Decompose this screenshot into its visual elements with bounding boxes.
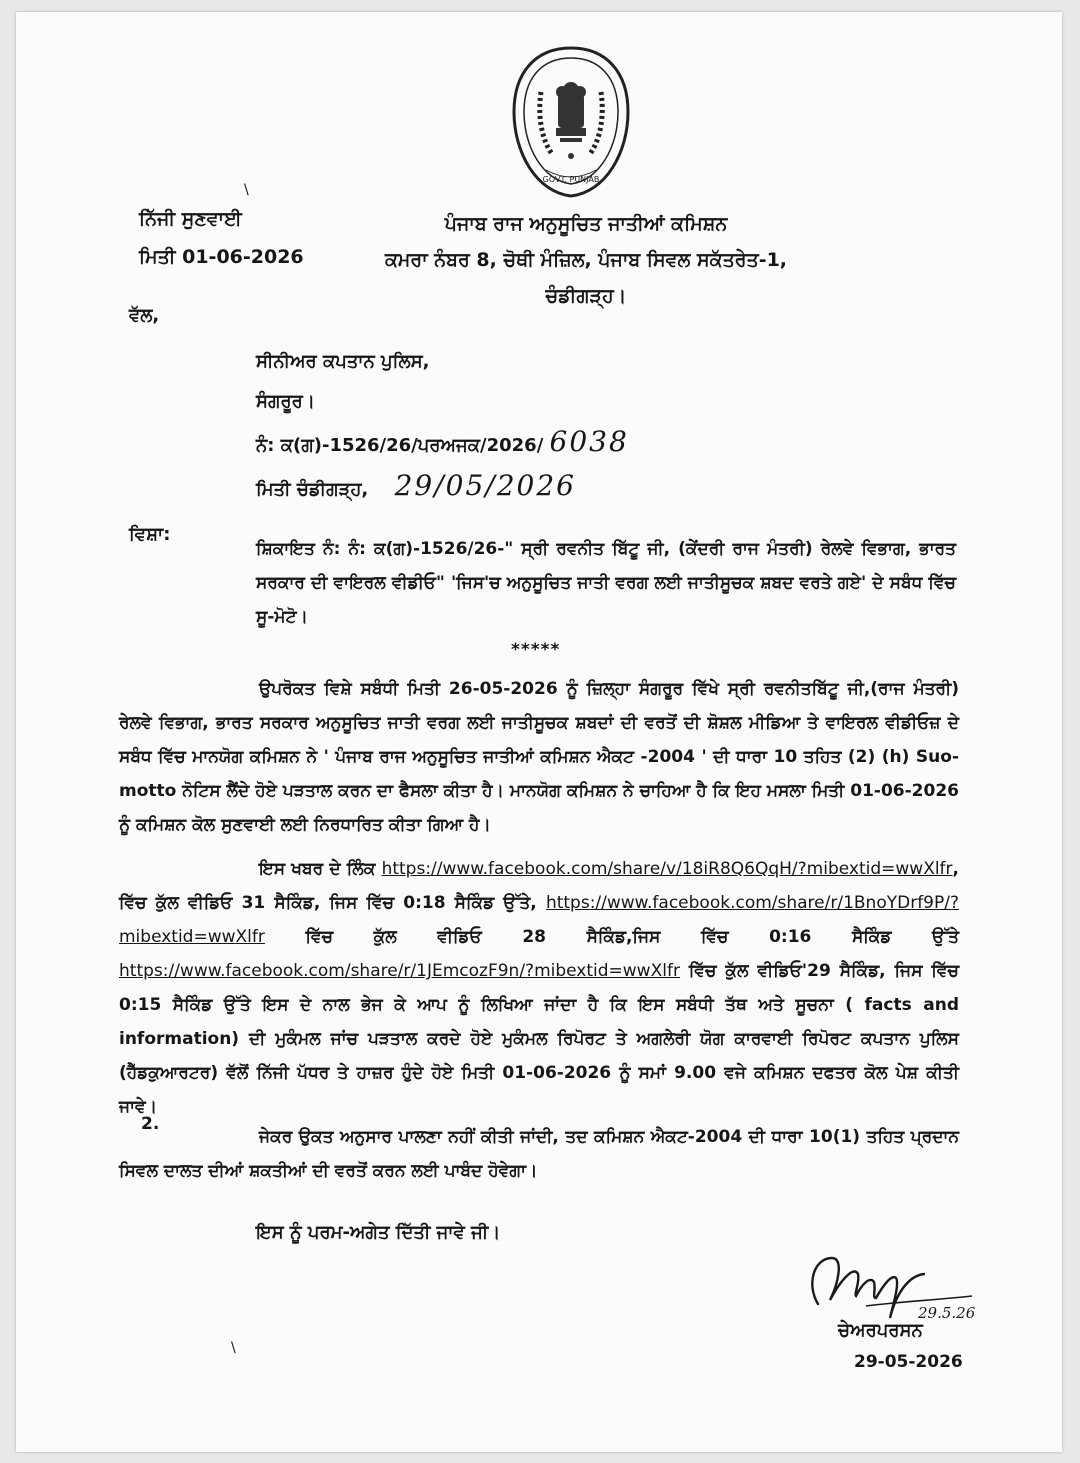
svg-text:GOVT. PUNJAB: GOVT. PUNJAB bbox=[542, 175, 600, 184]
recipient-city: ਸੰਗਰੂਰ। bbox=[256, 391, 315, 412]
paragraph-3 bbox=[119, 1120, 959, 1188]
office-room: ਕਮਰਾ ਨੰਬਰ 8, ਚੋਥੀ ਮੰਜ਼ਿਲ, ਪੰਜਾਬ ਸਿਵਲ ਸਕੱਤਰੇਤ-1, bbox=[384, 249, 788, 271]
separator: ***** bbox=[511, 640, 561, 660]
paragraph-3-text: ਜੇਕਰ ਉਕਤ ਅਨੁਸਾਰ ਪਾਲਣਾ ਨਹੀਂ ਕੀਤੀ ਜਾਂਦੀ, ਤਦ ਕਮਿਸ਼ਨ ਐਕਟ-2004 ਦੀ ਧਾਰਾ 10(1) ਤਹਿਤ ਪ੍ਰਦਾਨ ਸਿਵਲ ਦਾਲਤ ਦੀਆਂ ਸ਼ਕਤੀਆਂ ਦੀ ਵਰਤੋਂ ਕਰਨ ਲਈ ਪਾਬੰਦ ਹੋਵੇਗਾ। bbox=[119, 1127, 959, 1181]
paragraph-2-part-c: ਵਿੱਚ ਕੁੱਲ ਵੀਡਿਓ 28 ਸੈਕਿੰਡ,ਜਿਸ ਵਿੱਚ 0:16 ਸੈਕਿੰਡ ਉੱਤੇ bbox=[305, 927, 959, 947]
dispatch-date-prefix: ਮਿਤੀ ਚੰਡੀਗੜ੍ਹ, bbox=[256, 479, 369, 500]
paragraph-2 bbox=[119, 852, 959, 1124]
hearing-date: ਮਿਤੀ 01-06-2026 bbox=[139, 246, 304, 268]
paragraph-2-part-d: ਵਿੱਚ ਕੁੱਲ ਵੀਡਿਓ'29 ਸੈਕਿੰਡ, ਜਿਸ ਵਿੱਚ 0:15 ਸੈਕਿੰਡ ਉੱਤੇ ਇਸ ਦੇ ਨਾਲ ਭੇਜ ਕੇ ਆਪ ਨੂੰ ਲਿਖਿਆ ਜਾਂਦਾ ਹੈ ਕਿ ਇਸ ਸਬੰਧੀ ਤੱਥ ਅਤੇ ਸੂਚਨਾ ( facts and information) ਦੀ ਮੁਕੰਮਲ ਜਾਂਚ ਪੜਤਾਲ ਕਰਦੇ ਹੋਏ ਮੁਕੰਮਲ ਰਿਪੋਰਟ ਤੇ ਅਗਲੇਰੀ ਯੋਗ ਕਾਰਵਾਈ ਰਿਪੋਰਟ bbox=[119, 961, 959, 1049]
signatory-title: ਚੇਅਰਪਰਸਨ bbox=[838, 1320, 923, 1341]
office-name: ਪੰਜਾਬ ਰਾਜ ਅਨੁਸੂਚਿਤ ਜਾਤੀਆਂ ਕਮਿਸ਼ਨ bbox=[444, 213, 728, 235]
paragraph-1-text: ਉਪਰੋਕਤ ਵਿਸ਼ੇ ਸਬੰਧੀ ਮਿਤੀ 26-05-2026 ਨੂੰ ਜ਼ਿਲ੍ਹਾ ਸੰਗਰੂਰ ਵਿੱਖੇ ਸ੍ਰੀ ਰਵਨੀਤਬਿੱਟੂ ਜੀ,(ਰਾਜ ਮੰਤਰੀ) ਰੇਲਵੇ ਵਿਭਾਗ, ਭਾਰਤ ਸਰਕਾਰ ਅਨੁਸੂਚਿਤ ਜਾਤੀ ਵਰਗ ਲਈ ਜਾਤੀਸੂਚਕ ਸ਼ਬਦਾਂ ਦੀ ਵਰਤੋਂ ਦੀ ਸ਼ੋਸ਼ਲ ਮੀਡਿਆ ਤੇ ਵਾਇਰਲ ਵੀਡੀਓਜ਼ ਦੇ ਸਬੰਧ ਵਿੱਚ ਮਾਨਯੋਗ ਕਮਿਸ਼ਨ ਨੇ ' ਪੰਜਾਬ ਰਾਜ ਅਨੁਸੂਚਿਤ ਜਾਤੀਆਂ ਕਮਿਸ਼ਨ ਐਕਟ -2004 ' ਦੀ ਧਾਰਾ 10 ਤਹਿਤ (2) (h) Suo-motto ਨੋਟਿਸ ਲੈਂਦੇ ਹੋਏ ਪੜਤਾਲ ਕਰਨ ਦਾ ਫੈਸਲਾ ਕੀਤਾ ਹੈ। ਮਾਨਯੋਗ ਕਮਿਸ਼ਨ ਨੇ ਚਾਹਿਆ ਹੈ ਕਿ ਇਹ ਮਸਲਾ ਮਿਤੀ 01-06-2026 ਨੂੰ ਕਮਿਸ਼ਨ ਕੋਲ ਸੁਣਵਾਈ ਲਈ ਨਿਰਧਾਰਿਤ ਕੀਤਾ ਗਿਆ ਹੈ। bbox=[119, 679, 959, 835]
closing-line: ਇਸ ਨੂੰ ਪਰਮ-ਅਗੇਤ ਦਿੱਤੀ ਜਾਵੇ ਜੀ। bbox=[256, 1222, 501, 1243]
tick-mark: \ bbox=[244, 182, 249, 198]
dispatch-date bbox=[256, 466, 629, 510]
subject-text: ਸ਼ਿਕਾਇਤ ਨੰ: ਨੰ: ਕ(ਗ)-1526/26-" ਸ੍ਰੀ ਰਵਨੀਤ ਬਿੱਟੂ ਜੀ, (ਕੇਂਦਰੀ ਰਾਜ ਮੰਤਰੀ) ਰੇਲਵੇ ਵਿਭਾਗ, ਭਾਰਤ ਸਰਕਾਰ ਦੀ ਵਾਇਰਲ ਵੀਡੀਓ" 'ਜਿਸ'ਚ ਅਨੁਸੂਚਿਤ ਜਾਤੀ ਵਰਗ ਲਈ ਜਾਤੀਸੂਚਕ ਸ਼ਬਦ ਵਰਤੇ ਗਏ' ਦੇ ਸਬੰਧ ਵਿੱਚ ਸੂ-ਮੋਟੋ। bbox=[256, 539, 956, 627]
reference-prefix: ਨੰ: ਕ(ਗ)-1526/26/ਪਰਅਜਕ/2026/ bbox=[256, 435, 544, 456]
recipient-block bbox=[256, 342, 629, 510]
office-address bbox=[356, 206, 816, 314]
signature-graphic bbox=[796, 1244, 996, 1324]
recipient-title: ਸੀਨੀਅਰ ਕਪਤਾਨ ਪੁਲਿਸ, bbox=[256, 351, 430, 372]
letter-page bbox=[16, 12, 1062, 1452]
government-seal-emblem-icon bbox=[506, 42, 636, 202]
facebook-link-1[interactable]: https://www.facebook.com/share/v/18iR8Q6QqH/?mibextid=wwXlfr bbox=[381, 859, 953, 879]
signature-date: 29-05-2026 bbox=[854, 1352, 963, 1372]
facebook-link-2[interactable]: https://www.facebook.com/share/r/1BnoYDrf9P/?mibextid=wwXlfr bbox=[119, 893, 960, 947]
hearing-notice bbox=[139, 200, 304, 276]
office-city: ਚੰਡੀਗੜ੍ਹ। bbox=[545, 285, 627, 307]
hearing-label: ਨਿੱਜੀ ਸੁਣਵਾਈ bbox=[139, 208, 242, 230]
reference-handwritten: 6038 bbox=[549, 425, 629, 458]
tick-mark-bottom: \ bbox=[231, 1340, 236, 1356]
paragraph-2-intro: ਇਸ ਖਬਰ ਦੇ ਲਿੰਕ bbox=[259, 859, 376, 879]
paragraph-2-part-e: ਕਪਤਾਨ ਪੁਲਿਸ (ਹੈੱਡਕੁਆਰਟਰ) ਵੱਲੋਂ ਨਿੱਜੀ ਪੱਧਰ ਤੇ ਹਾਜ਼ਰ ਹੁੰਦੇ ਹੋਏ ਮਿਤੀ 01-06-2026 ਨੂੰ ਸਮਾਂ 9.00 ਵਜੇ ਕਮਿਸ਼ਨ ਦਫਤਰ ਕੋਲ ਪੇਸ਼ ਕੀਤੀ ਜਾਵੇ। bbox=[119, 1029, 959, 1117]
signature-handwritten-date: 29.5.26 bbox=[918, 1304, 976, 1322]
facebook-link-3[interactable]: https://www.facebook.com/share/r/1JEmcozF9n/?mibextid=wwXlfr bbox=[119, 961, 680, 981]
dispatch-date-handwritten: 29/05/2026 bbox=[394, 469, 576, 502]
paragraph-3-number: 2. bbox=[141, 1114, 160, 1134]
subject-label: ਵਿਸ਼ਾ: bbox=[129, 524, 171, 545]
paragraph-2-part-b: , ਵਿੱਚ ਕੁੱਲ ਵੀਡਿਓ 31 ਸੈਕਿੰਡ, ਜਿਸ ਵਿੱਚ 0:18 ਸੈਕਿੰਡ ਉੱਤੇ, bbox=[119, 859, 960, 913]
paragraph-1 bbox=[119, 672, 959, 842]
to-label: ਵੱਲ, bbox=[129, 305, 160, 326]
reference-number bbox=[256, 422, 629, 466]
